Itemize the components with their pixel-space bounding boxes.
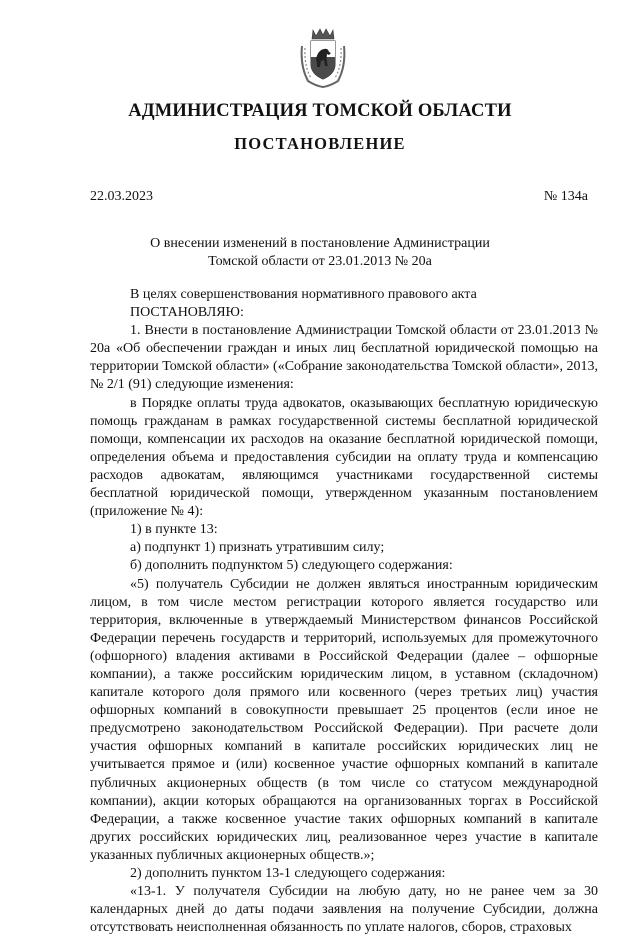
- paragraph-subclause-b: б) дополнить подпунктом 5) следующего содержания:: [130, 558, 453, 574]
- paragraph-clause-13-1-text: «13-1. У получателя Субсидии на любую дату, но не ранее чем за 30 календарных дней до даты подачи заявления на получение Субсидии, должна отсутствовать неисполненная обязанность по уплате налогов, сборов, страховых: [90, 884, 598, 936]
- document-subject: [0, 235, 640, 271]
- organization-title: АДМИНИСТРАЦИЯ ТОМСКОЙ ОБЛАСТИ: [128, 101, 512, 121]
- paragraph-item-1: 1. Внести в постановление Администрации Томской области от 23.01.2013 № 20а «Об обеспечении граждан и иных лиц бесплатной юридической помощью на территории Томской области» («Собрание законодательства Томской области», 2013, № 2/1 (91) следующие изменения:: [90, 323, 598, 393]
- document-number: № 134а: [543, 189, 588, 204]
- coat-of-arms-icon: [298, 26, 348, 88]
- document-body: [90, 286, 598, 937]
- paragraph-procedure: в Порядке оплаты труда адвокатов, оказывающих бесплатную юридическую помощь гражданам в рамках государственной системы бесплатной юридической помощи, компенсации их расходов на оказание бесплатной юридической помощи, определения объема и предоставления субсидии на оплату труда и компенсацию расходов адвокатам, являющимся участниками государственной системы бесплатной юридической помощи, утвержденном указанным постановлением (приложение № 4):: [90, 395, 598, 520]
- subject-line-1: О внесении изменений в постановление Администрации: [150, 236, 490, 251]
- paragraph-preamble: В целях совершенствования нормативного правового акта: [130, 287, 477, 302]
- document-type-title: ПОСТАНОВЛЕНИЕ: [234, 134, 406, 153]
- document-date: 22.03.2023: [90, 189, 153, 204]
- paragraph-resolve: ПОСТАНОВЛЯЮ:: [130, 305, 244, 321]
- paragraph-subclause-a: а) подпункт 1) признать утратившим силу;: [130, 540, 385, 556]
- paragraph-clause-13-1: 2) дополнить пунктом 13-1 следующего содержания:: [130, 866, 446, 881]
- subject-line-2: Томской области от 23.01.2013 № 20а: [208, 254, 432, 269]
- paragraph-subclause-5-text: «5) получатель Субсидии не должен являться иностранным юридическим лицом, в том числе местом регистрации которого является государство или территория, включенные в утверждаемый Министерством финансов Российской Федерации перечень государств и территорий, используемых для промежуточного (офшорного) владения активами в Российской Федерации (далее – офшорные компании), а также российским юридическим лицом, в уставном (складочном) капитале которого доля прямого или косвенного (через третьих лиц) участия офшорных компаний в совокупности превышает 25 процентов (если иное не предусмотрено законодательством Российской Федерации). При расчете доли участия офшорных компаний в капитале российских юридических лиц не учитывается прямое и (или) косвенное участие офшорных компаний в капитале публичных акционерных обществ (в том числе со статусом международной компании), акции которых обращаются на организованных торгах в Российской Федерации, а также косвенное участие таких офшорных компаний в капитале других российских юридических лиц, реализованное через участие в капитале указанных публичных акционерных обществ.»;: [90, 576, 598, 863]
- paragraph-clause-13: 1) в пункте 13:: [130, 522, 218, 538]
